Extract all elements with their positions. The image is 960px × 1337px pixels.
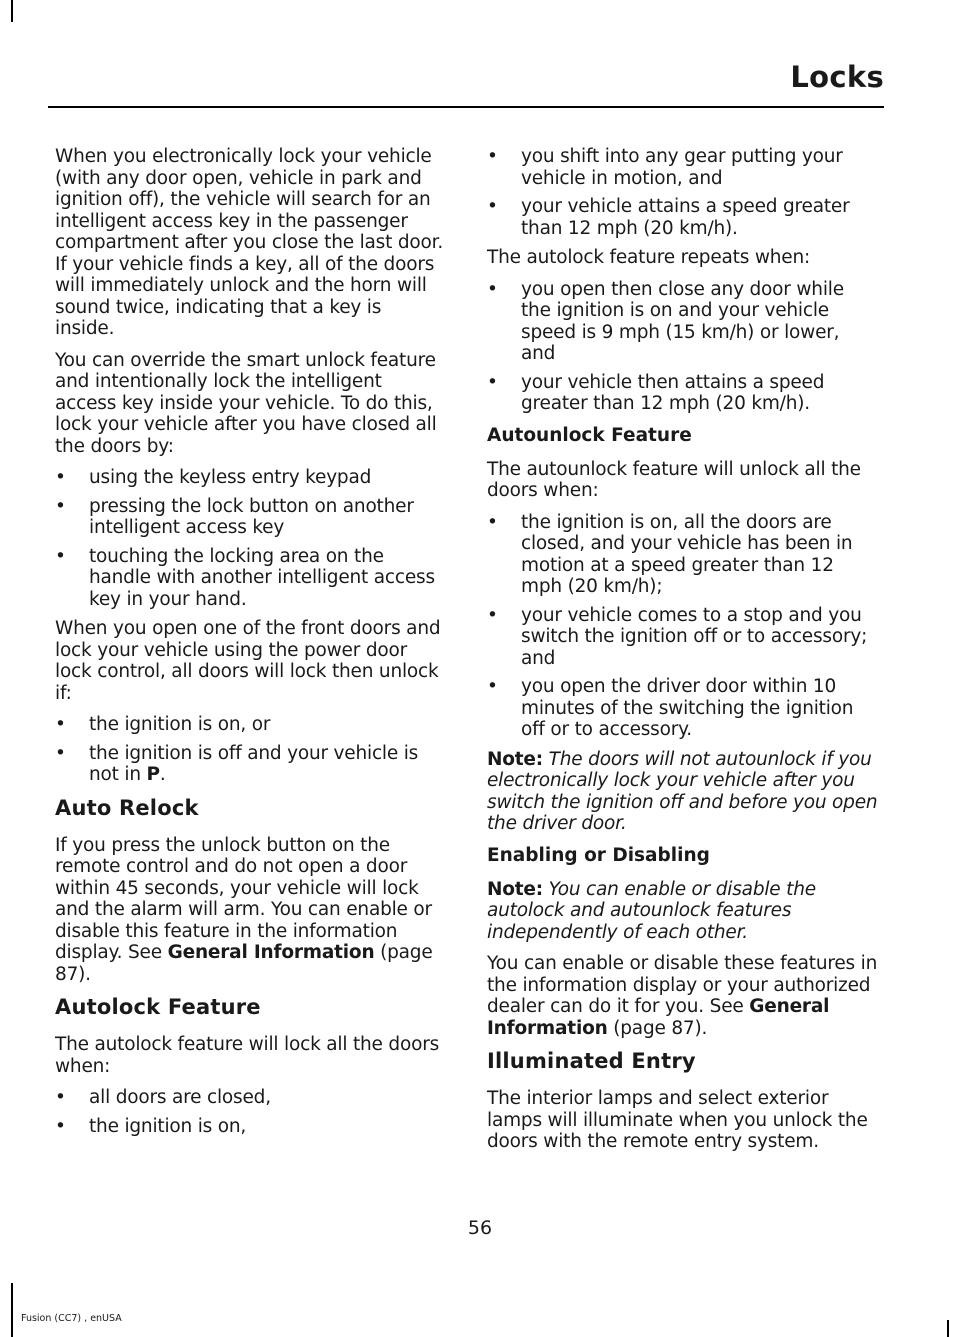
bullet-list <box>55 1087 446 1137</box>
paragraph-text: If you press the unlock button on the remote control and do not open a door within 45 seconds, your vehicle will lock and the alarm will arm. You can enable or disable this feature in the information display. See <box>55 834 432 963</box>
gear-letter: P <box>146 764 160 785</box>
bullet-list <box>487 512 878 741</box>
list-item: • the ignition is on, <box>55 1116 446 1138</box>
note <box>487 879 878 944</box>
paragraph-text: You can enable or disable these features in the information display or your authorized dealer can do it for you. See <box>487 953 878 1017</box>
paragraph: The autounlock feature will unlock all the doors when: <box>487 458 861 501</box>
bullet-list <box>487 146 878 239</box>
list-item-text: . <box>159 764 166 785</box>
bullet-list <box>55 467 446 610</box>
list-item: • your vehicle comes to a stop and you switch the ignition off or to accessory; and <box>487 605 878 670</box>
list-item: • the ignition is on, or <box>55 714 446 736</box>
list-item: • you open the driver door within 10 minutes of the switching the ignition off or to accessory. <box>487 676 878 741</box>
crop-mark-bottom-right <box>947 1320 949 1337</box>
page-reference: (page 87). <box>607 1017 708 1039</box>
list-item-text: the ignition is off and your vehicle is not in <box>89 742 419 785</box>
list-item: • your vehicle attains a speed greater than 12 mph (20 km/h). <box>487 196 878 239</box>
page-number: 56 <box>467 1217 493 1239</box>
header-divider <box>48 106 884 108</box>
page-reference: (page 87). <box>55 942 433 985</box>
section-heading-enabling: Enabling or Disabling <box>487 844 710 866</box>
bullet-list <box>487 279 878 415</box>
list-item: • the ignition is on, all the doors are closed, and your vehicle has been in motion at a speed greater than 12 mph (20 km/h); <box>487 512 878 598</box>
list-item: • pressing the lock button on another intelligent access key <box>55 496 446 539</box>
note-text: You can enable or disable the autolock and autounlock features independently of each other. <box>487 878 816 943</box>
paragraph: When you electronically lock your vehicle (with any door open, vehicle in park and ignition off), the vehicle will search for an intelligent access key in the passenger compartment after you close the last door. If your vehicle finds a key, all of the doors will immediately unlock and the horn will sound twice, indicating that a key is inside. <box>55 146 444 339</box>
section-heading-autolock: Autolock Feature <box>55 995 261 1019</box>
list-item: • you shift into any gear putting your vehicle in motion, and <box>487 146 878 189</box>
list-item: • touching the locking area on the handle with another intelligent access key in your hand. <box>55 546 446 611</box>
paragraph: The autolock feature will lock all the doors when: <box>55 1034 440 1077</box>
list-item: • using the keyless entry keypad <box>55 467 446 489</box>
list-item <box>55 743 446 786</box>
paragraph: You can override the smart unlock feature and intentionally lock the intelligent access key inside your vehicle. To do this, lock your vehicle after you have closed all the doors by: <box>55 349 437 457</box>
bullet-list <box>55 714 446 786</box>
right-column <box>487 146 878 1163</box>
paragraph: When you open one of the front doors and lock your vehicle using the power door lock control, all doors will lock then unlock if: <box>55 618 441 704</box>
list-item: • you open then close any door while the ignition is on and your vehicle speed is 9 mph (15 km/h) or lower, and <box>487 279 878 365</box>
list-item: • your vehicle then attains a speed greater than 12 mph (20 km/h). <box>487 372 878 415</box>
cross-reference-link[interactable]: General Information <box>167 942 375 963</box>
note-text: The doors will not autounlock if you electronically lock your vehicle after you switch the ignition off and before you open the driver door. <box>487 748 878 834</box>
note-label: Note: <box>487 878 543 900</box>
crop-mark-top-left <box>11 0 13 22</box>
note-label: Note: <box>487 748 543 770</box>
paragraph: The autolock feature repeats when: <box>487 247 811 268</box>
page-title: Locks <box>790 60 884 94</box>
crop-mark-bottom-left <box>11 1283 13 1337</box>
section-heading-autounlock: Autounlock Feature <box>487 424 692 446</box>
list-item: • all doors are closed, <box>55 1087 446 1109</box>
paragraph <box>55 835 446 986</box>
footer-label: Fusion (CC7) , enUSA <box>21 1313 122 1324</box>
section-heading-illuminated-entry: Illuminated Entry <box>487 1049 696 1073</box>
paragraph: The interior lamps and select exterior lamps will illuminate when you unlock the doors with the remote entry system. <box>487 1088 868 1152</box>
section-heading-auto-relock: Auto Relock <box>55 795 199 820</box>
paragraph <box>487 953 878 1039</box>
cross-reference-link[interactable]: General Information <box>487 996 830 1039</box>
note <box>487 749 878 835</box>
left-column <box>55 146 446 1145</box>
